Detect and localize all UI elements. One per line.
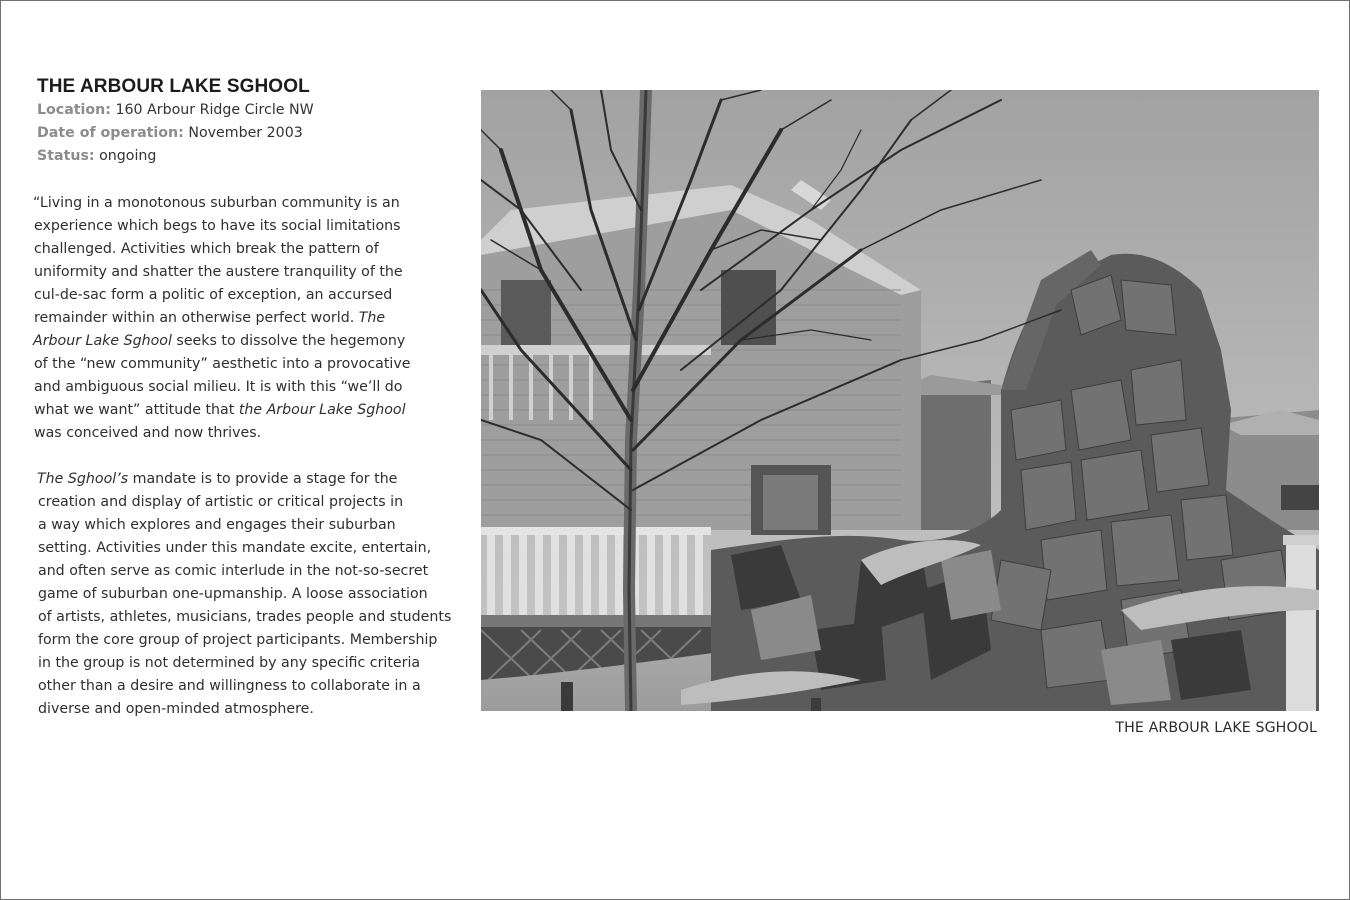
paragraph-2	[37, 468, 452, 721]
location-label: Location:	[37, 102, 111, 118]
date-label: Date of operation:	[37, 125, 184, 141]
status-label: Status:	[37, 148, 95, 164]
text-line: diverse and open-minded atmosphere.	[38, 701, 314, 717]
date-row	[37, 122, 447, 145]
italic-run: the Arbour Lake Sghool	[238, 402, 406, 418]
italic-run: Arbour Lake Sghool	[33, 333, 172, 349]
text-line: of artists, athletes, musicians, trades people and students	[38, 609, 452, 625]
text-column	[33, 75, 452, 721]
text-line: in the group is not determined by any specific criteria	[38, 655, 421, 671]
text-line: and often serve as comic interlude in the not-so-secret	[38, 563, 429, 579]
italic-run: The	[358, 310, 386, 326]
text-run: what we want” attitude that	[34, 402, 239, 418]
project-metadata	[37, 99, 447, 168]
project-photo	[481, 90, 1319, 711]
text-line: game of suburban one-upmanship. A loose association	[38, 586, 428, 602]
text-run: remainder within an otherwise perfect world.	[34, 310, 359, 326]
date-value: November 2003	[183, 125, 303, 141]
text-run: seeks to dissolve the hegemony	[171, 333, 406, 349]
text-run: mandate is to provide a stage for the	[128, 471, 398, 487]
text-line: setting. Activities under this mandate excite, entertain,	[38, 540, 432, 556]
text-line: of the “new community” aesthetic into a provocative	[34, 356, 411, 372]
status-row	[37, 145, 447, 168]
figure-caption: THE ARBOUR LAKE SGHOOL	[1115, 720, 1317, 736]
paragraph-1	[33, 192, 447, 445]
text-line: “Living in a monotonous suburban community is an	[33, 195, 400, 211]
text-line	[37, 468, 447, 491]
text-line: and ambiguous social milieu. It is with this “we’ll do	[34, 379, 403, 395]
text-line: form the core group of project participants. Membership	[38, 632, 438, 648]
location-row	[37, 99, 447, 122]
text-line: experience which begs to have its social limitations	[34, 218, 401, 234]
text-line: challenged. Activities which break the pattern of	[34, 241, 379, 257]
text-line: other than a desire and willingness to collaborate in a	[38, 678, 421, 694]
status-value: ongoing	[94, 148, 157, 164]
text-line	[33, 307, 447, 330]
text-line: cul-de-sac form a politic of exception, an accursed	[34, 287, 393, 303]
text-line	[33, 399, 447, 422]
text-line	[33, 330, 447, 353]
text-line: a way which explores and engages their suburban	[38, 517, 396, 533]
project-title: THE ARBOUR LAKE SGHOOL	[37, 76, 310, 97]
text-line: was conceived and now thrives.	[34, 425, 262, 441]
fence-post	[811, 698, 821, 711]
italic-run: The Sghool’s	[37, 471, 129, 487]
fence-post	[561, 682, 573, 711]
text-line: creation and display of artistic or critical projects in	[38, 494, 404, 510]
text-line: uniformity and shatter the austere tranquility of the	[34, 264, 403, 280]
location-value: 160 Arbour Ridge Circle NW	[110, 102, 314, 118]
